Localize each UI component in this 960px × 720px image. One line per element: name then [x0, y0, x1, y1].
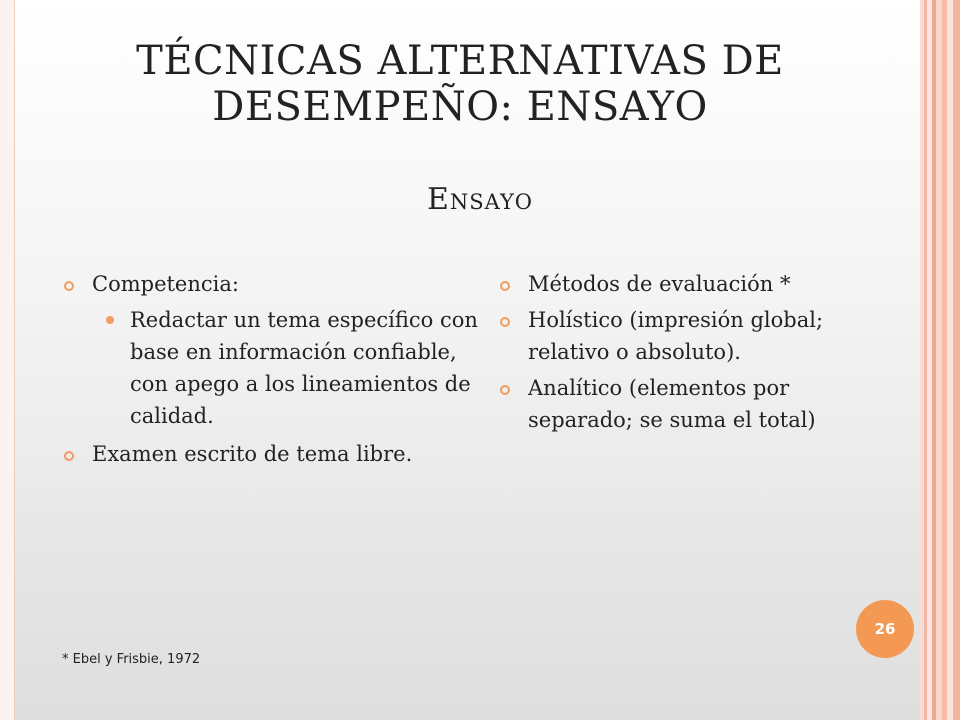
left-column	[64, 268, 484, 474]
sub-bullet-text: Redactar un tema específico con base en información confiable, con apego a los lineamientos de calidad.	[130, 308, 478, 428]
slide-subtitle: Ensayo	[426, 182, 534, 217]
list-item	[500, 372, 900, 436]
right-column	[500, 268, 900, 440]
list-item	[64, 268, 484, 300]
bullet-text: Examen escrito de tema libre.	[92, 442, 413, 466]
ring-bullet-icon	[500, 281, 510, 291]
left-bullet-list	[64, 268, 484, 470]
bullet-text: Competencia:	[92, 272, 239, 296]
footnote: * Ebel y Frisbie, 1972	[62, 652, 201, 667]
ring-bullet-icon	[64, 451, 74, 461]
ring-bullet-icon	[64, 281, 74, 291]
list-item	[500, 304, 900, 368]
left-frame-border	[0, 0, 15, 720]
list-item	[500, 268, 900, 300]
right-frame-stripes	[920, 0, 960, 720]
page-number-badge: 26	[856, 600, 914, 658]
ring-bullet-icon	[500, 317, 510, 327]
slide-title	[60, 38, 860, 130]
bullet-text: Holístico (impresión global; relativo o absoluto).	[528, 308, 824, 364]
ring-bullet-icon	[500, 385, 510, 395]
dot-bullet-icon	[106, 316, 114, 324]
bullet-text: Analítico (elementos por separado; se suma el total)	[528, 376, 816, 432]
sub-list-item	[92, 304, 484, 432]
slide-title-line-2: DESEMPEÑO: ENSAYO	[212, 84, 708, 130]
right-bullet-list	[500, 268, 900, 436]
list-item	[64, 438, 484, 470]
bullet-text: Métodos de evaluación *	[528, 272, 791, 296]
slide-title-line-1: TÉCNICAS ALTERNATIVAS DE	[136, 38, 784, 84]
